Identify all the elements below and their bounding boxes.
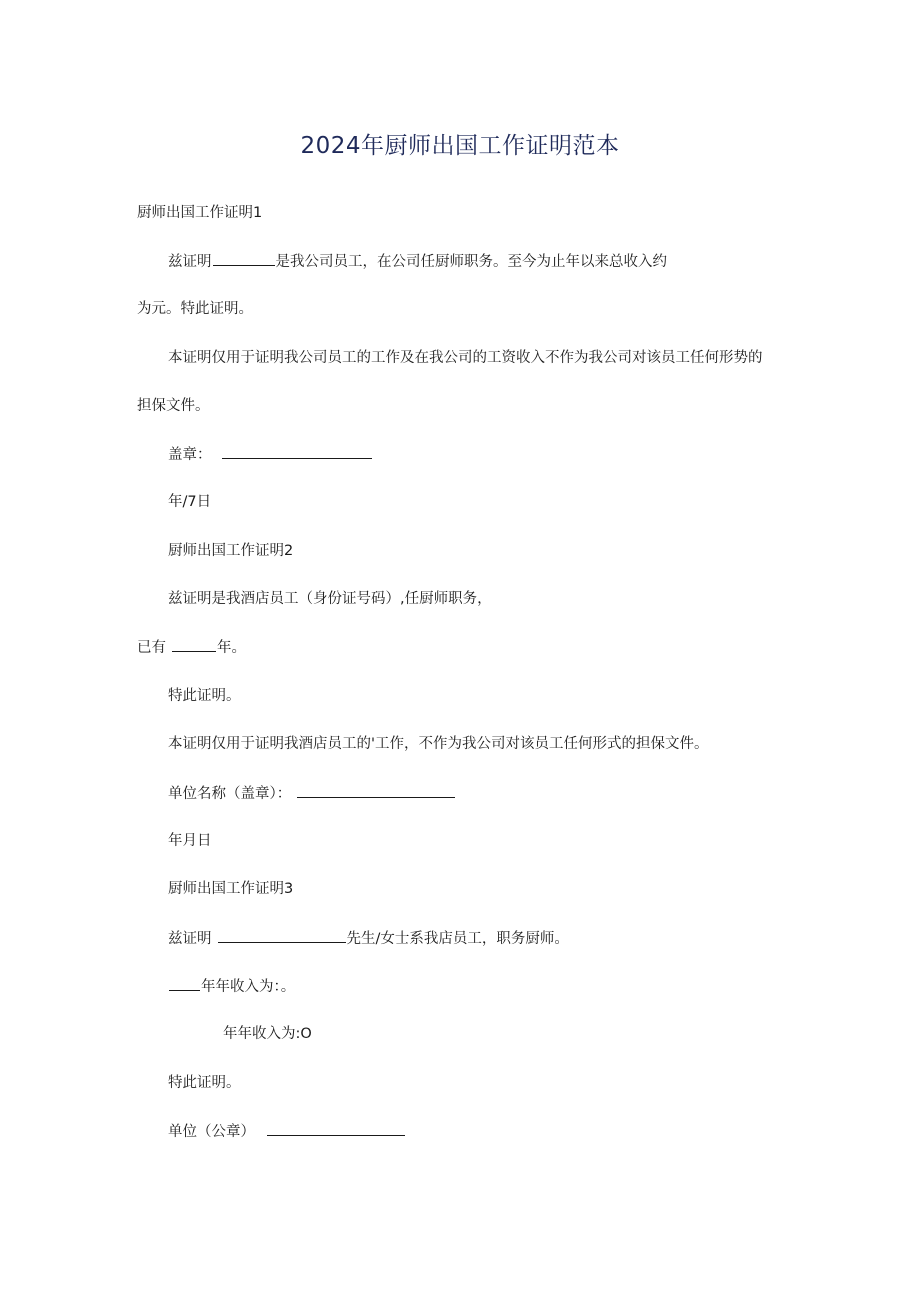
section2-paragraph1: 兹证明是我酒店员工（身份证号码）,任厨师职务， [168, 591, 492, 607]
document-title: 2024年厨师出国工作证明范本 [300, 133, 620, 159]
section2-p1-post: 年。 [217, 640, 246, 656]
section3-paragraph1 [168, 928, 569, 949]
name-blank [213, 251, 275, 266]
seal-label: 盖章： [168, 447, 212, 463]
section1-seal-line [168, 444, 373, 465]
years-blank [172, 637, 216, 652]
section1-paragraph1 [168, 251, 667, 272]
section3-unit-line [168, 1121, 406, 1142]
section1-date: 年∕7日 [168, 494, 212, 510]
section3-p2-post: 年年收入为：。 [201, 979, 296, 995]
section1-p1-post: 是我公司员工，在公司任厨师职务。至今为止年以来总收入约 [275, 254, 667, 270]
section3-paragraph4: 特此证明。 [168, 1075, 241, 1091]
section1-heading: 厨师出国工作证明1 [137, 205, 263, 221]
section3-p1-pre: 兹证明 [168, 931, 212, 947]
section1-paragraph1-cont: 为元。特此证明。 [137, 301, 253, 317]
section2-p1-pre: 已有 [137, 640, 166, 656]
section2-paragraph1-cont [137, 637, 246, 658]
section1-paragraph2-cont: 担保文件。 [137, 398, 210, 414]
section1-paragraph2: 本证明仅用于证明我公司员工的工作及在我公司的工资收入不作为我公司对该员工任何形势的 [168, 350, 763, 366]
section3-p1-post: 先生/女士系我店员工，职务厨师。 [346, 931, 569, 947]
section3-paragraph2 [168, 976, 295, 997]
unit-label: 单位名称（盖章）： [168, 786, 292, 802]
seal-blank [222, 444, 372, 459]
section2-unit-line [168, 783, 456, 804]
unit-seal-blank [267, 1121, 405, 1136]
section2-date: 年月日 [168, 833, 212, 849]
unit-blank [297, 783, 455, 798]
year-blank [169, 976, 200, 991]
employee-name-blank [218, 928, 346, 943]
section3-paragraph3: 年年收入为:O [223, 1026, 312, 1042]
unit-seal-label: 单位（公章） [168, 1124, 255, 1140]
section1-p1-pre: 兹证明 [168, 254, 212, 270]
section3-heading: 厨师出国工作证明3 [168, 881, 294, 897]
section2-paragraph3: 本证明仅用于证明我酒店员工的'工作，不作为我公司对该员工任何形式的担保文件。 [168, 736, 709, 752]
section2-paragraph2: 特此证明。 [168, 688, 241, 704]
section2-heading: 厨师出国工作证明2 [168, 543, 294, 559]
